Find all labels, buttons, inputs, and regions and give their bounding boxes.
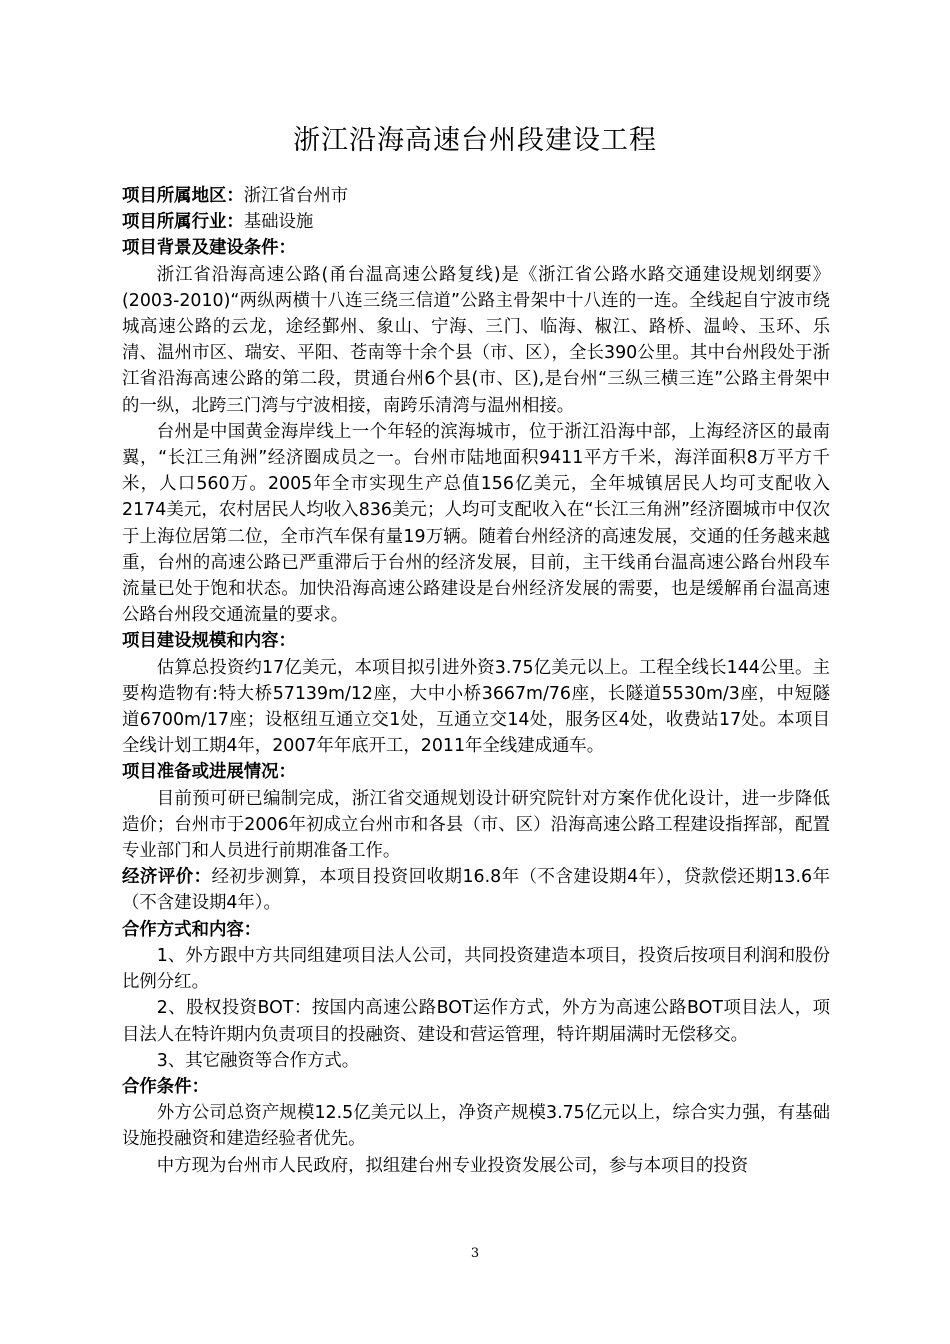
document-body [122, 183, 830, 1179]
paragraph: 中方现为台州市人民政府，拟组建台州专业投资发展公司，参与本项目的投资 [156, 1155, 749, 1176]
field-region [122, 183, 830, 209]
field-industry [122, 209, 830, 235]
paragraph: 估算总投资约17亿美元，本项目拟引进外资3.75亿美元以上。工程全线长144公里。主要构造物有:特大桥57139m/12座，大中小桥3667m/76座，长隧道5530m/3座，中短隧道6700m/17座；设枢纽互通立交1处，互通立交14处，服务区4处，收费站17处。本项目全线计划工期4年，2007年年底开工，2011年全线建成通车。 [122, 657, 830, 757]
field-evaluation-label: 经济评价： [122, 867, 212, 888]
field-region-value: 浙江省台州市 [243, 186, 349, 206]
field-region-label: 项目所属地区： [122, 186, 244, 206]
section-heading-scale: 项目建设规模和内容： [122, 631, 296, 652]
section-heading-cooperation: 合作方式和内容： [122, 919, 262, 940]
document-title: 浙江沿海高速台州段建设工程 [293, 125, 657, 156]
field-evaluation-value: 经初步测算，本项目投资回收期16.8年（不含建设期4年），贷款偿还期13.6年（不含建设期4年）。 [122, 867, 830, 914]
field-evaluation [122, 864, 830, 916]
paragraph: 外方公司总资产规模12.5亿美元以上，净资产规模3.75亿元以上，综合实力强，有基础设施投融资和建造经验者优先。 [122, 1103, 830, 1150]
field-industry-label: 项目所属行业： [122, 212, 244, 233]
paragraph: 目前预可研已编制完成，浙江省交通规划设计研究院针对方案作优化设计，进一步降低造价；台州市于2006年初成立台州市和各县（市、区）沿海高速公路工程建设指挥部，配置专业部门和人员进行前期准备工作。 [122, 788, 830, 862]
paragraph: 浙江省沿海高速公路(甬台温高速公路复线)是《浙江省公路水路交通建设规划纲要》(2003-2010)“两纵两横十八连三绕三信道”公路主骨架中十八连的一连。全线起自宁波市绕城高速公路的云龙，途经鄞州、象山、宁海、三门、临海、椒江、路桥、温岭、玉环、乐清、温州市区、瑞安、平阳、苍南等十余个县（市、区），全长390公里。其中台州段处于浙江省沿海高速公路的第二段，贯通台州6个县(市、区),是台州“三纵三横三连”公路主骨架中的一纵，北跨三门湾与宁波相接，南跨乐清湾与温州相接。 [122, 264, 830, 416]
section-heading-background: 项目背景及建设条件： [122, 238, 296, 259]
paragraph: 1、外方跟中方共同组建项目法人公司，共同投资建造本项目，投资后按项目利润和股份比例分红。 [122, 945, 830, 993]
paragraph: 台州是中国黄金海岸线上一个年轻的滨海城市，位于浙江沿海中部，上海经济区的最南翼，“长江三角洲”经济圈成员之一。台州市陆地面积9411平方千米，海洋面积8万平方千米，人口560万。2005年全市实现生产总值156亿美元，全年城镇居民人均可支配收入2174美元，农村居民人均收入836美元；人均可支配收入在“长江三角洲”经济圈城市中仅次于上海位居第二位，全市汽车保有量19万辆。随着台州经济的高速发展，交通的任务越来越重，台州的高速公路已严重滞后于台州的经济发展，目前，主干线甬台温高速公路台州段车流量已处于饱和状态。加快沿海高速公路建设是台州经济发展的需要，也是缓解甬台温高速公路台州段交通流量的要求。 [122, 421, 830, 626]
field-industry-value: 基础设施 [243, 212, 314, 233]
page-number: 3 [470, 1246, 480, 1261]
paragraph: 3、其它融资等合作方式。 [156, 1050, 360, 1071]
paragraph: 2、股权投资BOT：按国内高速公路BOT运作方式，外方为高速公路BOT项目法人，项目法人在特许期内负责项目的投融资、建设和营运管理，特许期届满时无偿移交。 [122, 998, 830, 1045]
section-heading-conditions: 合作条件： [122, 1076, 209, 1097]
section-heading-progress: 项目准备或进展情况： [122, 762, 296, 783]
